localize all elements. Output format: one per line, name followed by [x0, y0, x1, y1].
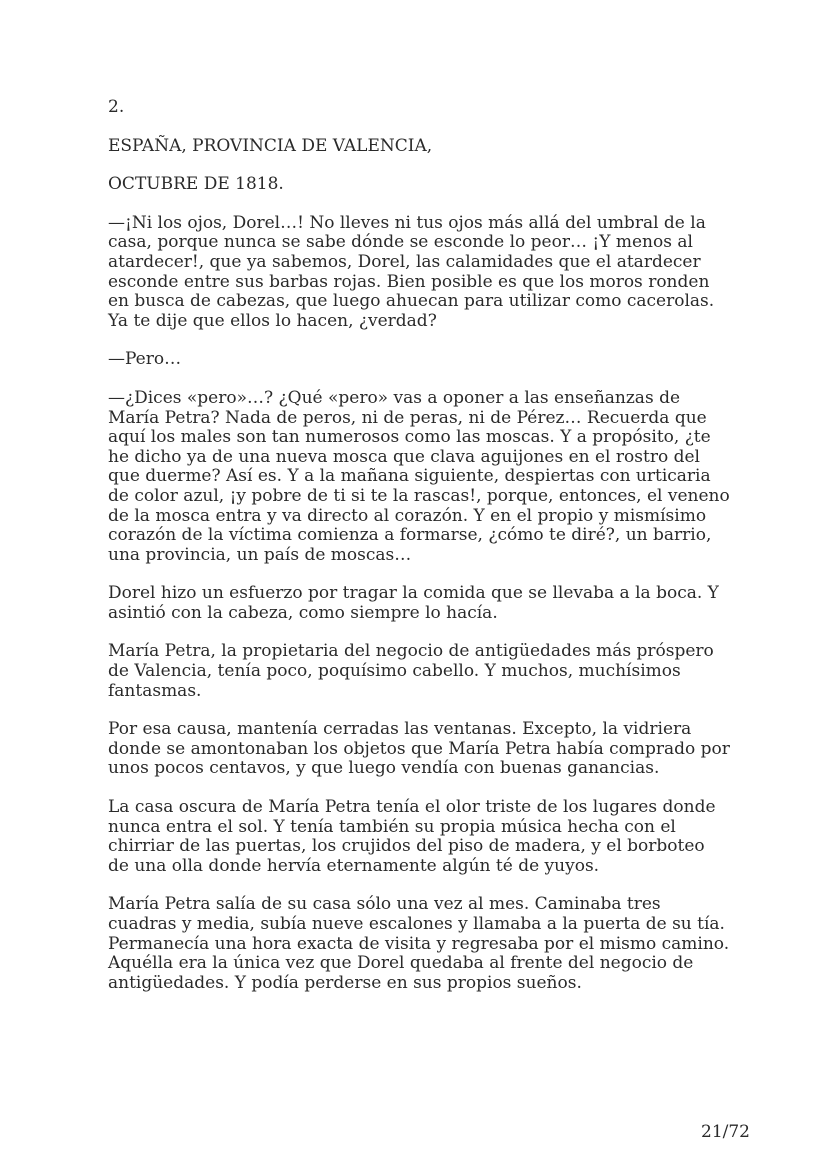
date-heading: OCTUBRE DE 1818. — [108, 174, 284, 195]
paragraph: —¡Ni los ojos, Dorel…! No lleves ni tus ojos más allá del umbral de la casa, porque nunca se sabe dónde se esconde lo peor… ¡Y menos al atardecer!, que ya sabemos, Dorel, las calamidades que el atardecer esconde entre sus barbas rojas. Bien posible es que los moros ronden en busca de cabezas, que luego ahuecan para utilizar como cacerolas. Ya te dije que ellos lo hacen, ¿verdad? — [108, 212, 715, 331]
paragraph: —Pero… — [108, 349, 182, 370]
paragraph: La casa oscura de María Petra tenía el olor triste de los lugares donde nunca entra el sol. Y tenía también su propia música hecha con el chirriar de las puertas, los crujidos del piso de madera, y el borboteo de una olla donde hervía eternamente algún té de yuyos. — [108, 797, 716, 876]
paragraph: —¿Dices «pero»…? ¿Qué «pero» vas a oponer a las enseñanzas de María Petra? Nada de peros, ni de peras, ni de Pérez… Recuerda que aquí los males son tan numerosos como las moscas. Y a propósito, ¿te he dicho ya de una nueva mosca que clava aguijones en el rostro del que duerme? Así es. Y a la mañana siguiente, despiertas con urticaria de color azul, ¡y pobre de ti si te la rascas!, porque, entonces, el veneno de la mosca entra y va directo al corazón. Y en el propio y mismísimo corazón de la víctima comienza a formarse, ¿cómo te diré?, un barrio, una provincia, un país de moscas… — [108, 387, 730, 565]
document-body — [108, 98, 730, 1012]
paragraph: Dorel hizo un esfuerzo por tragar la comida que se llevaba a la boca. Y asintió con la cabeza, como siempre lo hacía. — [108, 583, 719, 623]
paragraph: Por esa causa, mantenía cerradas las ventanas. Excepto, la vidriera donde se amontonaban los objetos que María Petra había comprado por unos pocos centavos, y que luego vendía con buenas ganancias. — [108, 719, 730, 779]
location-heading: ESPAÑA, PROVINCIA DE VALENCIA, — [108, 135, 433, 156]
chapter-number: 2. — [108, 97, 125, 117]
paragraph: María Petra, la propietaria del negocio de antigüedades más próspero de Valencia, tenía poco, poquísimo cabello. Y muchos, muchísimos fantasmas. — [108, 641, 714, 701]
page-number: 21/72 — [701, 1122, 750, 1142]
paragraph: María Petra salía de su casa sólo una vez al mes. Caminaba tres cuadras y media, subía nueve escalones y llamaba a la puerta de su tía. Permanecía una hora exacta de visita y regresaba por el mismo camino. Aquélla era la única vez que Dorel quedaba al frente del negocio de antigüedades. Y podía perderse en sus propios sueños. — [108, 894, 730, 993]
